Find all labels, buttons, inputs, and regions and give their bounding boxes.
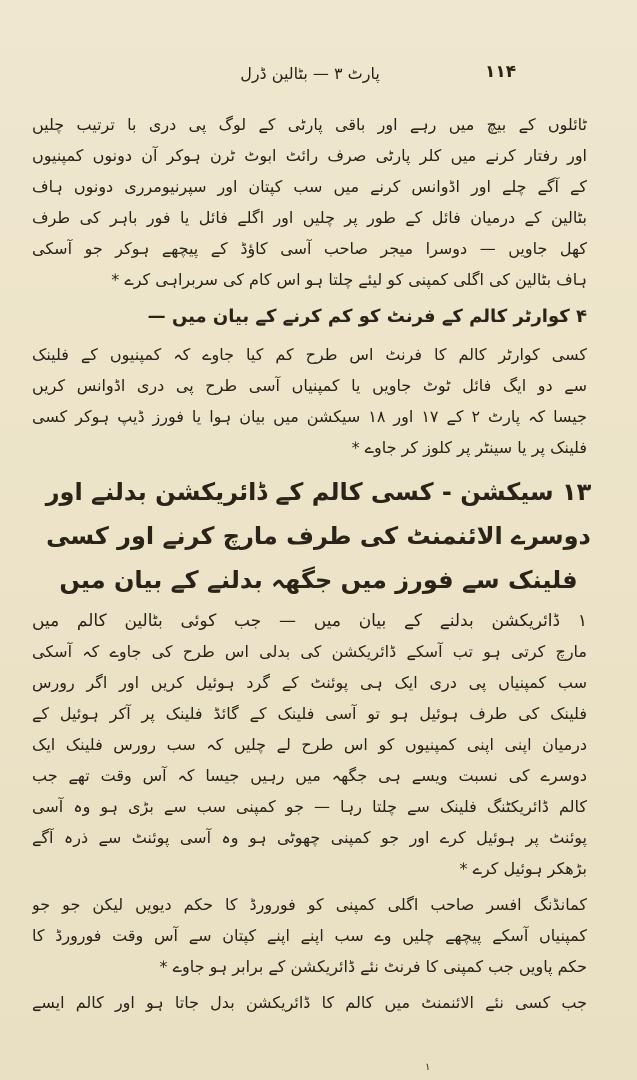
para1-line: کھل جاویں — دوسرا میجر صاحب آسی کاؤڈ کے پیچھے ہوکر جو آسکی [32,239,587,258]
running-title: پارٹ ۳ — بٹالین ڈرل [240,64,380,83]
para3-line: بڑھکر ہوئیل کرے * [459,859,587,878]
para3-line: دوسرے کی نسبت ویسے ہی جگھہ میں رہیں جیسا کہ آس وقت تھے جب [32,766,587,785]
para2-line: فلینک پر یا سینٹر پر کلوز کر جاوے * [351,438,587,457]
section-13-heading-line: دوسرے الائنمنٹ کی طرف مارچ کرنے اور کسی [46,522,591,550]
section-4-heading: ۴ کوارٹر کالم کے فرنٹ کو کم کرنے کے بیان میں — [147,306,587,327]
para3-line: پوئنٹ پر ہوئیل کرے اور جو کمپنی چھوٹی ہو وہ آسی پوئنٹ سے ذرہ آگے [32,828,587,847]
section-13-heading-line: ۱۳ سیکشن - کسی کالم کے ڈائریکشن بدلنے اور [45,478,592,506]
para2-line: جیسا کہ پارٹ ۲ کے ۱۷ اور ۱۸ سیکشن میں بیان ہوا یا فورز ڈیپ ہوکر کسی [32,407,587,426]
para5-line: جب کسی نئے الائنمنٹ میں کالم کا ڈائریکشن بدل جاتا ہو اور کالم ایسے [32,993,587,1012]
section-13-heading-line: فلینک سے فورز میں جگھہ بدلنے کے بیان میں [59,566,578,594]
para1-line: ہاف بٹالین کی اگلی کمپنی کو لیئے چلتا ہو اس کام کی سربراہی کرے * [111,270,587,289]
para1-line: بٹالین کے درمیان فائل کے طور پر چلیں اور اگلے فائل یا فور باہر کی طرف [32,208,587,227]
para3-line: درمیان اپنی اپنی کمپنیوں کو اس طرح لے چلیں کہ سب رورس فلینک ایک [32,735,587,754]
para1-line: کے آگے چلے اور اڈوانس کرنے میں سب کپتان اور سپرنیومرری دونوں ہاف [32,177,587,196]
para1-line: اور رفتار کرنے میں کلر پارٹی صرف رائٹ ابوٹ ٹرن ہوکر آن دونوں کمپنیوں [32,146,587,165]
para3-line: فلینک کی طرف ہوئیل ہو تو آسی فلینک کے گائڈ فلینک پر آکر ہوئیل کے [32,704,587,723]
para4-line: حکم پاویں جب کمپنی کا فرنٹ نئے ڈائریکشن کے برابر ہو جاوے * [159,957,587,976]
para4-line: کمپنیاں آسکے پیچھے چلیں وے سب اپنے اپنے کپتان سے آس وقت فورورڈ کا [32,926,587,945]
footer-mark: ۱ [425,1062,431,1073]
page-number: ۱۱۴ [485,62,517,82]
para1-line: ٹائلوں کے بیچ میں رہے اور باقی پارٹی کے لوگ پی دری با ترتیب چلیں [32,115,587,134]
para2-line: سے دو ایگ فائل ٹوٹ جاویں یا کمپنیاں آسی طرح پی دری اڈوانس کریں [32,376,587,395]
para4-line: کمانڈنگ افسر صاحب اگلی کمپنی کو فورورڈ کا حکم دیویں لیکن جو جو [32,895,587,914]
para2-line: کسی کوارٹر کالم کا فرنٹ اس طرح کم کیا جاوے کہ کمپنیوں کے فلینک [32,345,587,364]
para3-line: مارچ کرتی ہو تب آسکے ڈائریکشن کی بدلی اس طرح کی جاوے کہ آسکی [32,642,587,661]
para3-line: کالم ڈائریکٹنگ فلینک سے چلتا رہا — جو کمپنی سب سے بڑی ہو وہ آسی [32,797,587,816]
para3-line: سب کمپنیاں پی دری ایک ہی پوئنٹ کے گرد ہوئیل کریں اور اگر رورس [32,673,587,692]
subsection-1-heading: ۱ ڈائریکشن بدلنے کے بیان میں — جب کوئی بٹالین کالم میں [32,611,587,631]
page-header [0,62,637,92]
